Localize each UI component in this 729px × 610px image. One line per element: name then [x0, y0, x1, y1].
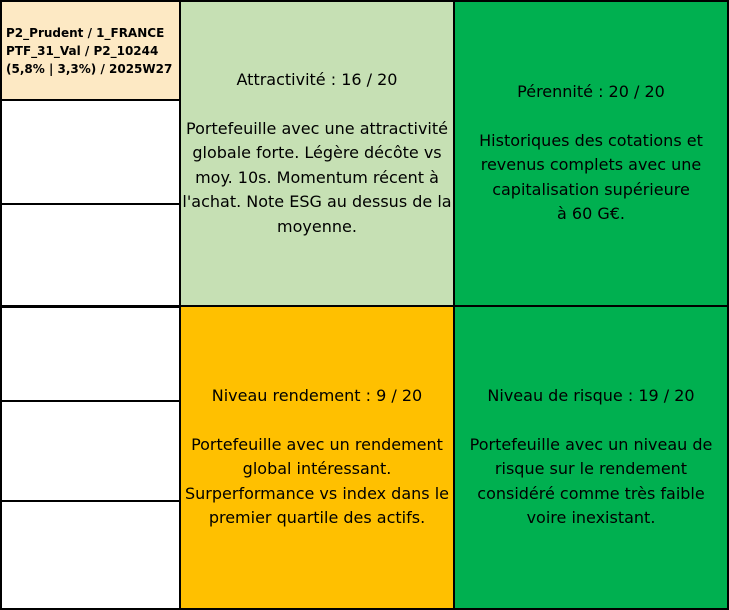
perennite-title: Pérennité : 20 / 20 — [517, 82, 665, 102]
empty-cell — [0, 203, 181, 307]
attractivite-text-line: moy. 10s. Momentum récent à — [195, 167, 439, 187]
risque-text-line: risque sur le rendement — [494, 459, 688, 479]
attractivite-text-line: Portefeuille avec une attractivité — [186, 118, 448, 138]
risque-block — [453, 305, 729, 610]
attractivite-title: Attractivité : 16 / 20 — [236, 70, 398, 89]
risque-title: Niveau de risque : 19 / 20 — [487, 386, 695, 406]
risque-text-line: voire inexistant. — [526, 508, 656, 528]
perennite-text-line: Historiques des cotations et — [479, 130, 703, 150]
header-line-3: (5,8% | 3,3%) / 2025W27 — [6, 61, 173, 76]
attractivite-text-line: globale forte. Légère décôte vs — [192, 143, 442, 162]
attractivite-text-line: moyenne. — [277, 216, 357, 236]
perennite-block — [453, 0, 729, 307]
risque-text-line: Portefeuille avec un niveau de — [469, 434, 713, 454]
risque-text-line: considéré comme très faible — [477, 483, 705, 503]
rendement-title: Niveau rendement : 9 / 20 — [211, 386, 423, 406]
attractivite-block — [179, 0, 455, 307]
rendement-text-line: Portefeuille avec un rendement — [191, 434, 443, 454]
rendement-text-line: Surperformance vs index dans le — [185, 483, 449, 503]
perennite-text-line: revenus complets avec une — [480, 155, 702, 175]
empty-cell — [0, 306, 181, 402]
empty-cell — [0, 99, 181, 205]
header-line-1: P2_Prudent / 1_FRANCE — [6, 25, 165, 40]
perennite-text-line: capitalisation supérieure — [492, 179, 690, 199]
empty-cell — [0, 500, 181, 610]
portfolio-header-cell — [0, 0, 181, 101]
rendement-block — [179, 305, 455, 610]
rendement-text-line: global intéressant. — [242, 459, 392, 479]
attractivite-text-line: l'achat. Note ESG au dessus de la — [182, 192, 452, 211]
perennite-text-line: à 60 G€. — [557, 204, 625, 224]
empty-cell — [0, 400, 181, 502]
rendement-text-line: premier quartile des actifs. — [208, 508, 426, 528]
header-line-2: PTF_31_Val / P2_10244 — [6, 43, 159, 58]
